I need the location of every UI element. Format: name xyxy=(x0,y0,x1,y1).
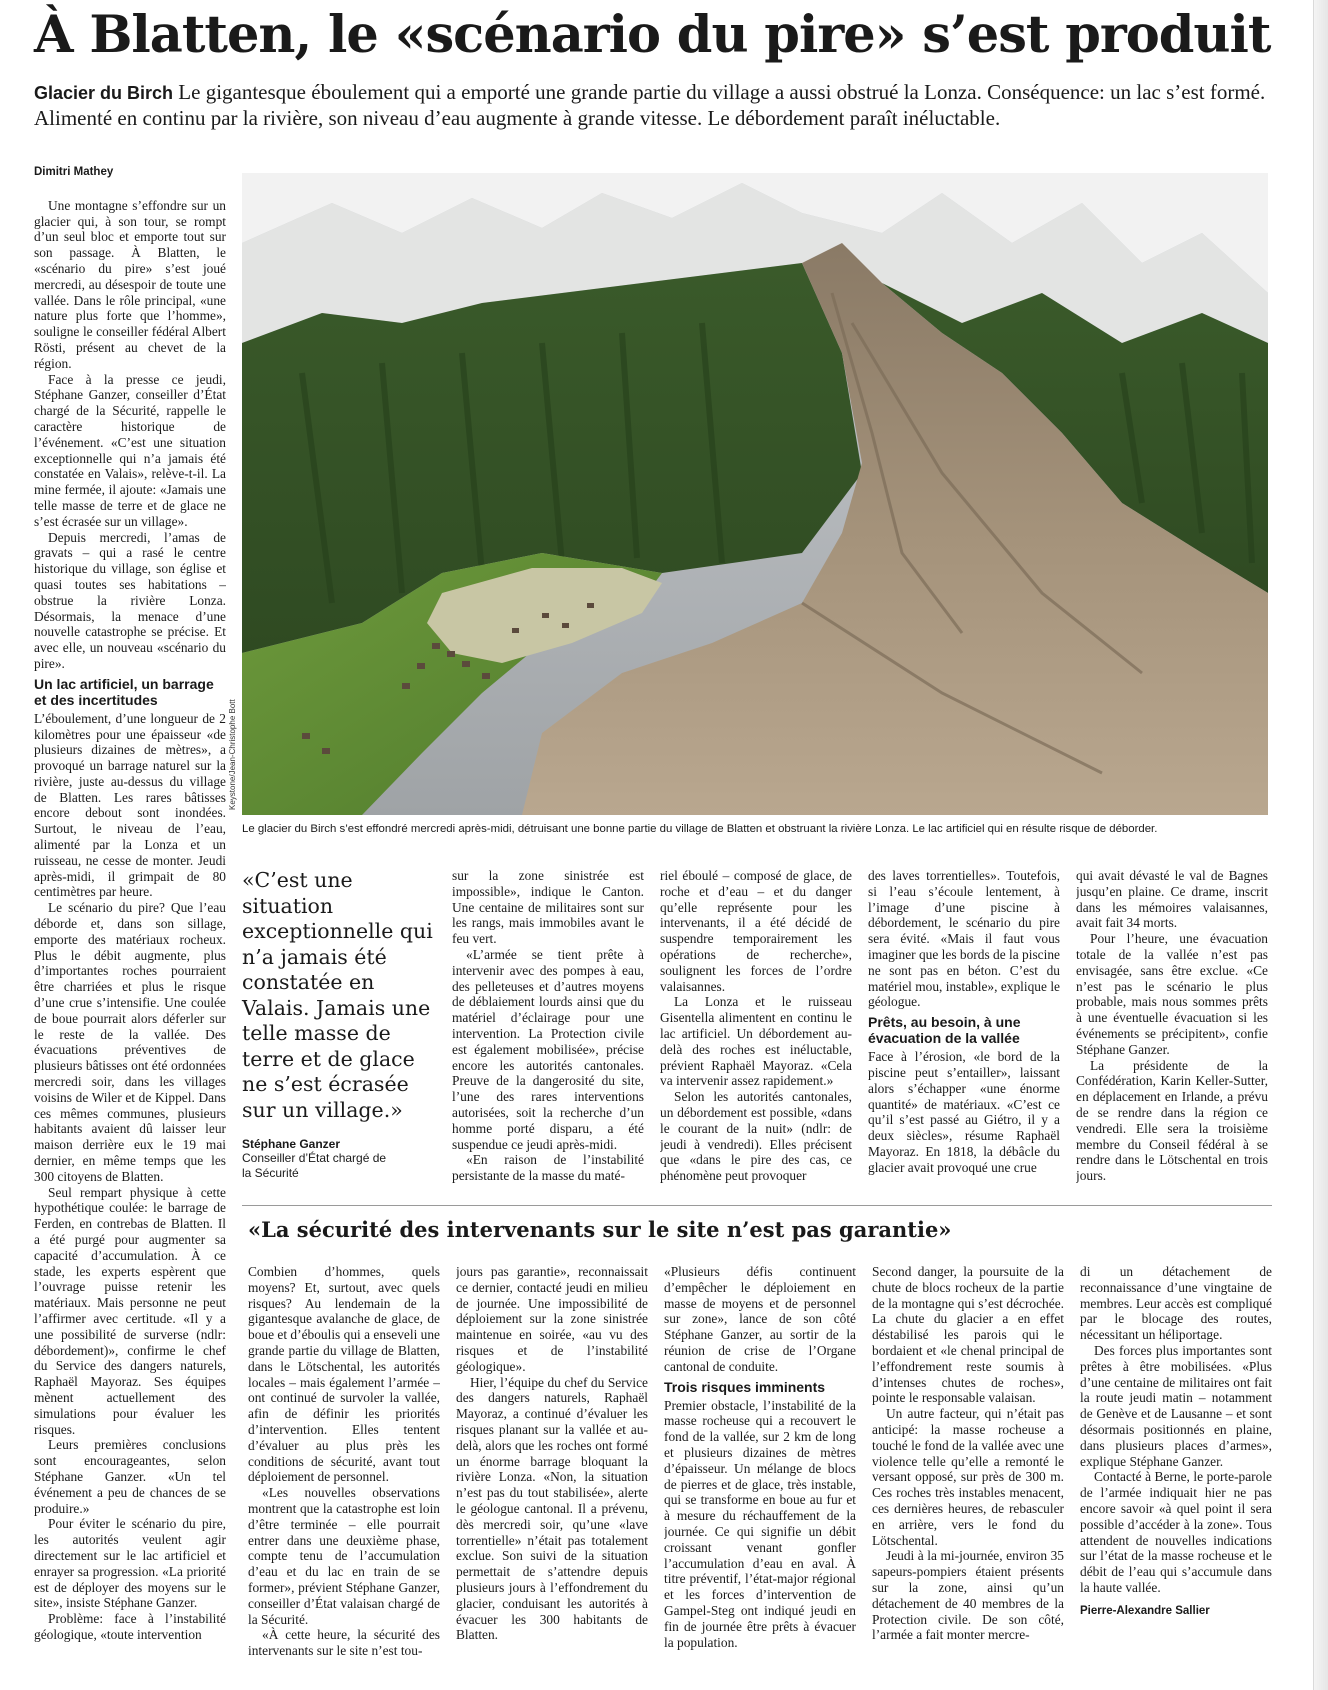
paragraph: riel éboulé – composé de glace, de roche et d’eau – et du danger qu’elle représente pour les intervenants, il a été décidé de suspendre temporairement les opérations de recherche», soulignent les forces de l’ordre valaisannes. xyxy=(660,868,852,994)
quote-role: Conseiller d’État chargé de la Sécurité xyxy=(242,1151,387,1180)
paragraph: Problème: face à l’instabilité géologique, «toute intervention xyxy=(34,1611,226,1642)
sidebar-column xyxy=(872,1264,1064,1680)
paragraph: «À cette heure, la sécurité des intervenants sur le site n’est tou- xyxy=(248,1627,440,1659)
section-heading: Un lac artificiel, un barrage et des incertitudes xyxy=(34,675,214,708)
paragraph: Combien d’hommes, quels moyens? Et, surtout, avec quels risques? Au lendemain de la gigantesque avalanche de glace, de boue et d’éboulis qui a enseveli une grande partie du village de Blatten, dans le Lötschental, les autorités locales – mais également l’armée – ont continué de survoler la vallée, afin de définir les priorités d’intervention. Elles tentent d’évaluer au plus près les conditions de sécurité, avant tout déploiement de personnel. xyxy=(248,1264,440,1485)
section-divider xyxy=(242,1205,1272,1206)
paragraph: Des forces plus importantes sont prêtes à être mobilisées. «Plus d’une centaine de militaires ont fait la route jeudi matin – notamment de Genève et de Lausanne – et sont désormais positionnés en plaine, dans plusieurs places d’armes», explique Stéphane Ganzer. xyxy=(1080,1342,1272,1469)
paragraph: La Lonza et le ruisseau Gisentella alimentent en continu le lac artificiel. Un débordement au-delà des roches est inéluctable, prévient Raphaël Mayoraz. «Cela va intervenir assez rapidement.» xyxy=(660,994,852,1089)
section-heading: Trois risques imminents xyxy=(664,1378,826,1395)
photo-caption: Le glacier du Birch s’est effondré mercredi après-midi, détruisant une bonne partie du village de Blatten et obstruant la rivière Lonza. Le lac artificiel qui en résulte risque de déborder. xyxy=(242,823,1158,835)
paragraph: qui avait dévasté le val de Bagnes jusqu’en plaine. Ce drame, inscrit dans les mémoires valaisannes, avait fait 34 morts. xyxy=(1076,868,1268,931)
paragraph: Seul rempart physique à cette hypothétique coulée: le barrage de Ferden, en contrebas de Blatten. Il a été purgé pour augmenter sa capacité d’accumulation. À ce stade, les experts espèrent que l’ouvrage puisse retenir les matériaux. Mais personne ne peut l’affirmer avec certitude. «Il y a une possibilité de surverse (ndlr: débordement)», confirme le chef du Service des dangers naturels, Raphaël Mayoraz. Ses équipes mènent actuellement des simulations pour évaluer les risques. xyxy=(34,1184,226,1437)
paragraph: Face à la presse ce jeudi, Stéphane Ganzer, conseiller d’État chargé de la Sécurité, rappelle le caractère historique de l’événement. «C’est une situation exceptionnelle qui n’a jamais été constatée en Valais», relève-t-il. La mine fermée, il ajoute: «Jamais une telle masse de terre et de glace ne s’est écrasée sur un village». xyxy=(34,371,226,529)
landslide-photo xyxy=(242,173,1268,815)
quote-text: «C’est une situation exceptionnelle qui n’a jamais été constatée en Valais. Jamais une telle masse de terre et de glace ne s’est écrasée sur un village.» xyxy=(242,868,433,1122)
quote-author: Stéphane Ganzer xyxy=(242,1137,341,1151)
article-column xyxy=(1076,868,1268,1190)
paragraph: «Les nouvelles observations montrent que la catastrophe est loin d’être terminée – elle pourrait entrer dans une deuxième phase, compte tenu de l’accumulation d’eau et du lac en train de se former», prévient Stéphane Ganzer, conseiller d’État valaisan chargé de la Sécurité. xyxy=(248,1485,440,1627)
sidebar-column xyxy=(248,1264,440,1680)
paragraph: Face à l’érosion, «le bord de la piscine peut s’entailler», laissant alors s’échapper «une énorme quantité» de matériaux. «C’est ce qu’il s’est passé au Giétro, il y a deux siècles», résume Raphaël Mayoraz. En 1818, la débâcle du glacier avait provoqué une crue xyxy=(868,1049,1060,1175)
headline: À Blatten, le «scénario du pire» s’est produit xyxy=(34,5,1271,65)
paragraph: L’éboulement, d’une longueur de 2 kilomètres pour une épaisseur «de plusieurs dizaines de mètres», a provoqué un barrage naturel sur la rivière, juste au-dessus du village de Blatten. Les rares bâtisses encore debout sont inondées. Surtout, le niveau de l’eau, alimenté par la Lonza et un ruisseau, ne cesse de monter. Jeudi après-midi, il grimpait de 80 centimètres par heure. xyxy=(34,710,226,900)
paragraph: Jeudi à la mi-journée, environ 35 sapeurs-pompiers étaient présents sur la zone, ainsi qu’un détachement de 40 membres de la Protection civile. De son côté, l’armée a fait monter mercre- xyxy=(872,1548,1064,1643)
section-heading: Prêts, au besoin, à une évacuation de la vallée xyxy=(868,1014,1021,1047)
lead-paragraph xyxy=(34,80,1284,131)
paragraph: Pour éviter le scénario du pire, les autorités veulent agir directement sur le lac artificiel et enrayer sa progression. «La priorité est de déployer des moyens sur le site», insiste Stéphane Ganzer. xyxy=(34,1516,226,1611)
sidebar-column xyxy=(1080,1264,1272,1680)
page-edge xyxy=(1313,0,1328,1690)
main-column-left xyxy=(34,165,226,1680)
paragraph: Une montagne s’effondre sur un glacier qui, à son tour, se rompt d’un seul bloc et emporte tout sur son passage. À Blatten, le «scénario du pire» s’est joué mercredi, au désespoir de toute une vallée. Dans le rôle principal, «une nature plus forte que l’homme», souligne le conseiller fédéral Albert Rösti, présent au chevet de la région. xyxy=(34,197,226,371)
article-column xyxy=(452,868,644,1190)
paragraph: Un autre facteur, qui n’était pas anticipé: la masse rocheuse a touché le fond de la vallée avec une violence telle qu’elle a remonté le versant opposé, sur près de 300 m. Ces roches très instables menacent, ces dernières heures, de rebasculer en arrière, vers le fond du Lötschental. xyxy=(872,1406,1064,1548)
sidebar-title: «La sécurité des intervenants sur le site n’est pas garantie» xyxy=(248,1217,952,1242)
paragraph: des laves torrentielles». Toutefois, si l’eau s’écoule lentement, à l’image d’une piscine à débordement, le scénario du pire sera évité. «Mais il faut vous imaginer que les bords de la piscine ne sont pas en béton. C’est du matériel mou, instable», explique le géologue. xyxy=(868,868,1060,1010)
article-column xyxy=(660,868,852,1190)
lead-kicker: Glacier du Birch xyxy=(34,83,174,103)
paragraph: Premier obstacle, l’instabilité de la masse rocheuse qui a recouvert le fond de la vallée, sur 2 km de long et plusieurs dizaines de mètres d’épaisseur. Un mélange de blocs de pierres et de glace, très instable, qui se transforme en boue au fur et à mesure du réchauffement de la journée. Ce qui signifie un débit croissant venant gonfler l’accumulation d’eau en aval. À titre préventif, l’état-major régional et les forces d’intervention de Gampel-Steg ont indiqué jeudi en fin de journée être prêts à évacuer la population. xyxy=(664,1397,856,1650)
paragraph: Leurs premières conclusions sont encourageantes, selon Stéphane Ganzer. «Un tel événement a peu de chances de se produire.» xyxy=(34,1437,226,1516)
paragraph: Depuis mercredi, l’amas de gravats – qui a rasé le centre historique du village, son église et quasi toutes ses habitations – obstrue la rivière Lonza. Désormais, la menace d’une nouvelle catastrophe se précise. Et avec elle, un nouveau «scénario du pire». xyxy=(34,529,226,671)
paragraph: «L’armée se tient prête à intervenir avec des pompes à eau, des pelleteuses et d’autres moyens de déblaiement lourds ainsi que du matériel d’éclairage pour une intervention. La Protection civile est également mobilisée», précise encore les autorités cantonales. Preuve de la dangerosité du site, l’une des rares interventions autorisées, soit la recherche d’un homme porté disparu, a été suspendue ce jeudi après-midi. xyxy=(452,946,644,1152)
paragraph: Selon les autorités cantonales, un débordement est possible, «dans le courant de la nuit» (ndlr: de jeudi à vendredi). Elles précisent que «dans le pire des cas, ce phénomène peut provoquer xyxy=(660,1089,852,1184)
pull-quote xyxy=(242,868,442,1181)
author-byline: Dimitri Mathey xyxy=(34,166,114,178)
sidebar-column xyxy=(664,1264,856,1680)
article-column xyxy=(868,868,1060,1190)
lead-text: Le gigantesque éboulement qui a emporté une grande partie du village a aussi obstrué la Lonza. Conséquence: un lac s’est formé. Alimenté en continu par la rivière, son niveau d’eau augmente à grande vitesse. Le débordement paraît inéluctable. xyxy=(34,80,1266,130)
sidebar-author: Pierre-Alexandre Sallier xyxy=(1080,1604,1210,1617)
paragraph: di un détachement de reconnaissance d’une vingtaine de membres. Leur accès est compliqué par le blocage des routes, nécessitant un héliportage. xyxy=(1080,1264,1272,1343)
paragraph: Pour l’heure, une évacuation totale de la vallée n’est pas envisagée, sans être exclue. «Ce n’est pas le scénario le plus probable, mais nous sommes prêts à une éventuelle évacuation si les événements se précipitent», confie Stéphane Ganzer. xyxy=(1076,931,1268,1057)
paragraph: Contacté à Berne, le porte-parole de l’armée indiquait hier ne pas encore savoir «à quel point il sera possible d’accéder à la zone». Tous attendent de nouvelles indications sur l’état de la masse rocheuse et le débit de l’eau qui s’accumule dans la haute vallée. xyxy=(1080,1469,1272,1595)
paragraph: «En raison de l’instabilité persistante de la masse du maté- xyxy=(452,1152,644,1184)
paragraph: La présidente de la Confédération, Karin Keller-Sutter, en déplacement en Irlande, a prévu de se rendre dans la région ce vendredi. Elle sera la troisième membre du Conseil fédéral à se rendre dans le Lötschental en trois jours. xyxy=(1076,1057,1268,1184)
paragraph: Le scénario du pire? Que l’eau déborde et, dans son sillage, emporte des matériaux rocheux. Plus le débit augmente, plus d’importantes roches pourraient être charriées et plus le risque d’une crue s’intensifie. Une coulée de boue pourrait alors déferler sur le reste de la vallée. Des évacuations préventives de plusieurs bâtisses ont été ordonnées mercredi soir, dans les villages voisins de Wiler et de Kippel. Dans ces mêmes communes, plusieurs habitants avaient dû laisser leur maison derrière eux le 19 mai dernier, en même temps que les 300 citoyens de Blatten. xyxy=(34,900,226,1184)
sidebar-column xyxy=(456,1264,648,1680)
paragraph: jours pas garantie», reconnaissait ce dernier, contacté jeudi en milieu de journée. Une impossibilité de déploiement sur la zone sinistrée maintenue en soirée, «au vu des risques et de l’instabilité géologique». xyxy=(456,1264,648,1374)
paragraph: Hier, l’équipe du chef du Service des dangers naturels, Raphaël Mayoraz, a continué d’évaluer les risques planant sur la vallée et au-delà, alors que les roches ont formé un énorme barrage bloquant la rivière Lonza. «Non, la situation n’est pas du tout stabilisée», alerte le géologue cantonal. Il a prévenu, dès mercredi soir, qu’une «lave torrentielle» n’était pas totalement exclue. Son suivi de la situation permettait de s’attendre depuis plusieurs jours à l’effondrement du glacier, conduisant les autorités à évacuer les 300 habitants de Blatten. xyxy=(456,1374,648,1643)
paragraph: Second danger, la poursuite de la chute de blocs rocheux de la partie de la montagne qui s’est décrochée. La chute du glacier a en effet déstabilisé les parois qui le bordaient et «le chenal principal de l’effondrement reste soumis à d’intenses chutes de roches», pointe le responsable valaisan. xyxy=(872,1264,1064,1406)
paragraph: «Plusieurs défis continuent d’empêcher le déploiement en masse de moyens et de personnel sur zone», lance de son côté Stéphane Ganzer, au sortir de la réunion de crise de l’Organe cantonal de conduite. xyxy=(664,1264,856,1374)
photo-credit: Keystone/Jean-Christophe Bott xyxy=(228,699,237,810)
paragraph: sur la zone sinistrée est impossible», indique le Canton. Une centaine de militaires sont sur les rangs, mais immobiles avant le feu vert. xyxy=(452,868,644,947)
